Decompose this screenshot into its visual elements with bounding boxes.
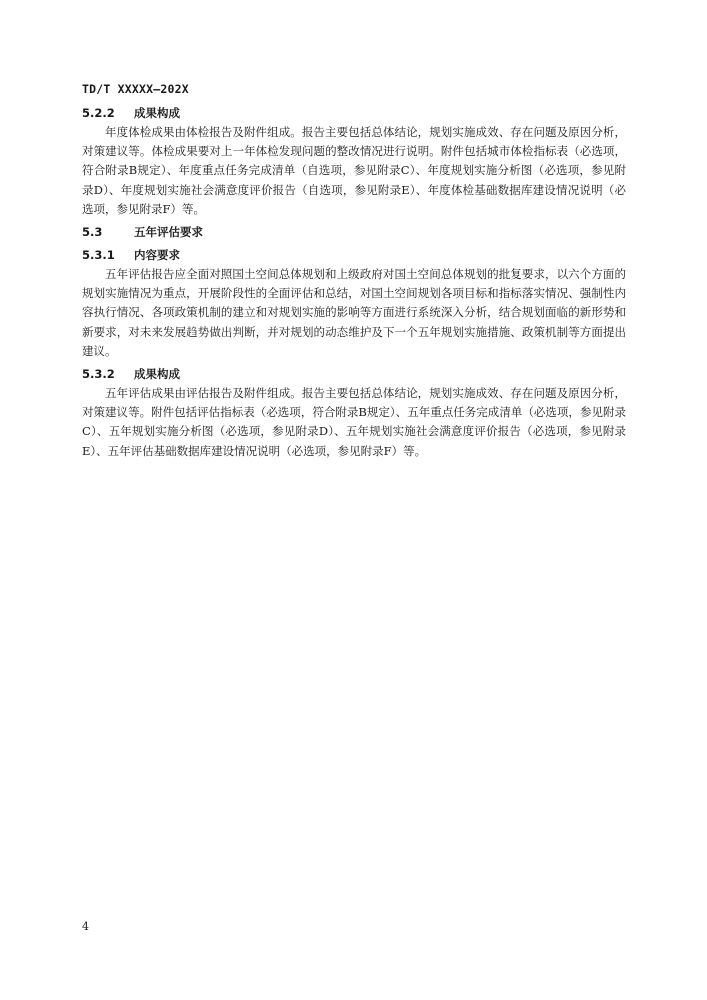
section-heading-5-3-1: [82, 246, 626, 265]
section-title: 内容要求: [134, 248, 180, 263]
section-title: 成果构成: [134, 106, 180, 120]
document-code: TD/T XXXXX—202X: [82, 82, 189, 96]
section-title: 五年评估要求: [134, 225, 203, 240]
section-heading-5-3-2: [82, 365, 626, 384]
section-number: 5.2.2: [82, 106, 115, 120]
section-title: 成果构成: [134, 367, 180, 382]
section-paragraph-5-3-1: 五年评估报告应全面对照国土空间总体规划和上级政府对国土空间总体规划的批复要求，以六个方面的规划实施情况为重点，开展阶段性的全面评估和总结，对国土空间规划各项目标和指标落实情况、强制性内容执行情况、各项政策机制的建立和对规划实施的影响等方面进行系统深入分析，结合规划面临的新形势和新要求，对未来发展趋势做出判断，并对规划的动态维护及下一个五年规划实施措施、政策机制等方面提出建议。: [82, 267, 626, 358]
section-number: 5.3.1: [82, 248, 115, 263]
section-paragraph-5-2-2: 年度体检成果由体检报告及附件组成。报告主要包括总体结论，规划实施成效、存在问题及原因分析，对策建议等。体检成果要对上一年体检发现问题的整改情况进行说明。附件包括城市体检指标表（必选项，符合附录B规定）、年度重点任务完成清单（自选项，参见附录C）、年度规划实施分析图（必选项，参见附录D）、年度规划实施社会满意度评价报告（自选项，参见附录E）、年度体检基础数据库建设情况说明（必选项，参见附录F）等。: [82, 125, 626, 216]
section-heading-5-3: [82, 223, 626, 242]
section-number: 5.3.2: [82, 367, 115, 382]
section-number: 5.3: [82, 225, 103, 240]
document-body: [82, 104, 626, 465]
section-paragraph-5-3-2: 五年评估成果由评估报告及附件组成。报告主要包括总体结论，规划实施成效、存在问题及原因分析，对策建议等。附件包括评估指标表（必选项，符合附录B规定）、五年重点任务完成清单（必选项，参见附录C）、五年规划实施分析图（必选项，参见附录D）、五年规划实施社会满意度评价报告（必选项，参见附录E）、五年评估基础数据库建设情况说明（必选项，参见附录F）等。: [82, 386, 626, 458]
section-heading-5-2-2: [82, 104, 626, 123]
page-number: 4: [82, 920, 89, 933]
